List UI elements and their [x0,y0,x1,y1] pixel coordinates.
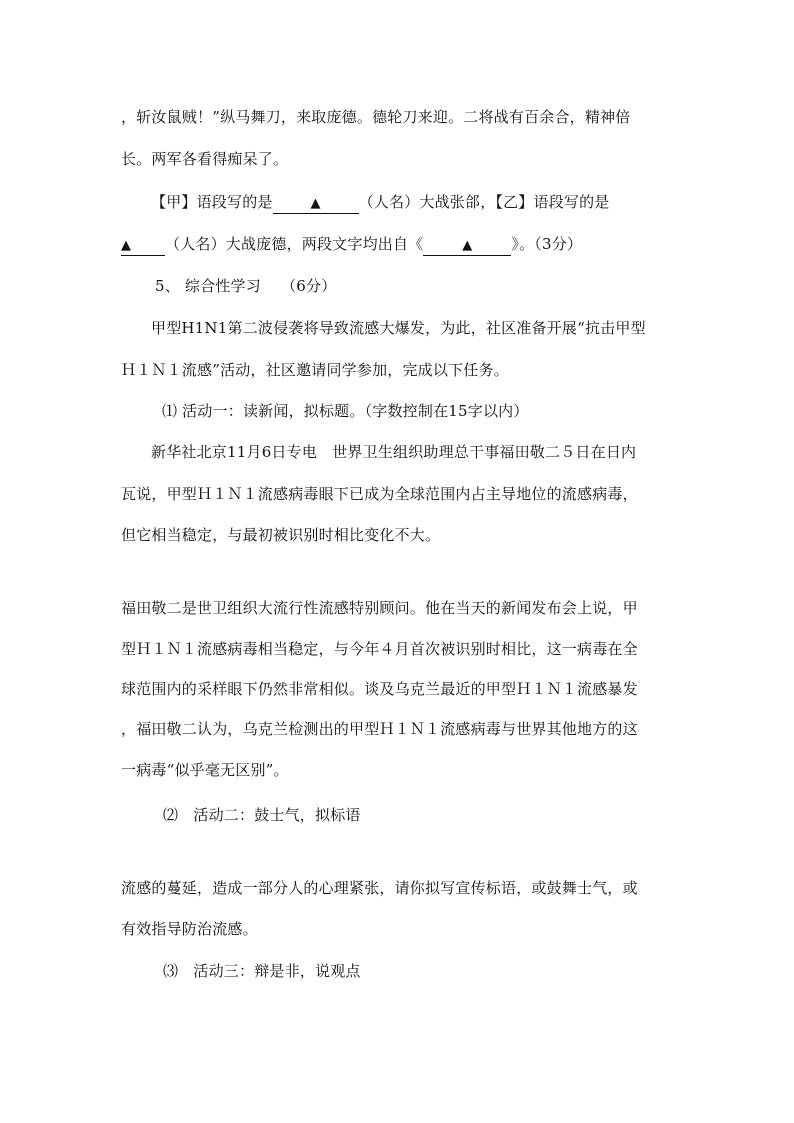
news-p2-line-5: 一病毒“似乎毫无区别”。 [121,761,289,779]
news-p1-line-1: 新华社北京11月6日专电 世界卫生组织助理总干事福田敬二５日在日内 [151,443,637,461]
question-4-text-4: 》。（3分） [511,235,583,253]
news-p2-line-3: 球范围内的采样眼下仍然非常相似。谈及乌克兰最近的甲型Ｈ１Ｎ１流感暴发 [121,680,638,698]
question-4-line-1 [151,191,610,214]
news-p1-line-2: 瓦说，甲型Ｈ１Ｎ１流感病毒眼下已成为全球范围内占主导地位的流感病毒， [121,485,638,503]
question-4-text-3: （人名）大战庞德，两段文字均出自《 [165,235,424,253]
section-5-heading: 5、 综合性学习 （6分） [155,277,337,295]
answer-blank-1[interactable]: ▲ [273,195,359,214]
slogan-instruction-line-1: 流感的蔓延，造成一部分人的心理紧张，请你拟写宣传标语，或鼓舞士气，或 [121,879,638,897]
story-line-1: ，斩汝鼠贼！”纵马舞刀，来取庞德。德轮刀来迎。二将战有百余合，精神倍 [121,108,631,126]
news-p2-line-4: ，福田敬二认为，乌克兰检测出的甲型Ｈ１Ｎ１流感病毒与世界其他地方的这 [121,720,638,738]
intro-line-2: Ｈ１Ｎ１流感”活动，社区邀请同学参加，完成以下任务。 [121,361,509,379]
intro-line-1: 甲型H1N1第二波侵袭将导致流感大爆发，为此，社区准备开展“抗击甲型 [151,319,646,337]
slogan-instruction-line-2: 有效指导防治流感。 [121,920,258,938]
news-p1-line-3: 但它相当稳定，与最初被识别时相比变化不大。 [121,526,441,544]
activity-3-heading: ⑶ 活动三：辩是非，说观点 [163,962,361,980]
question-4-text-1: 【甲】语段写的是 [151,193,273,211]
activity-2-heading: ⑵ 活动二：鼓士气，拟标语 [163,806,361,824]
answer-blank-3[interactable]: ▲ [423,237,511,256]
news-p2-line-1: 福田敬二是世卫组织大流行性流感特别顾问。他在当天的新闻发布会上说，甲 [121,599,638,617]
question-4-line-2 [121,233,582,256]
question-4-text-2: （人名）大战张郃，【乙】语段写的是 [358,193,610,211]
news-p2-line-2: 型Ｈ１Ｎ１流感病毒相当稳定，与今年４月首次被识别时相比，这一病毒在全 [121,640,638,658]
activity-1-heading: ⑴ 活动一：读新闻，拟标题。（字数控制在15字以内） [162,402,529,420]
answer-blank-2[interactable]: ▲ [121,237,165,256]
story-line-2: 长。两军各看得痴呆了。 [121,150,289,168]
